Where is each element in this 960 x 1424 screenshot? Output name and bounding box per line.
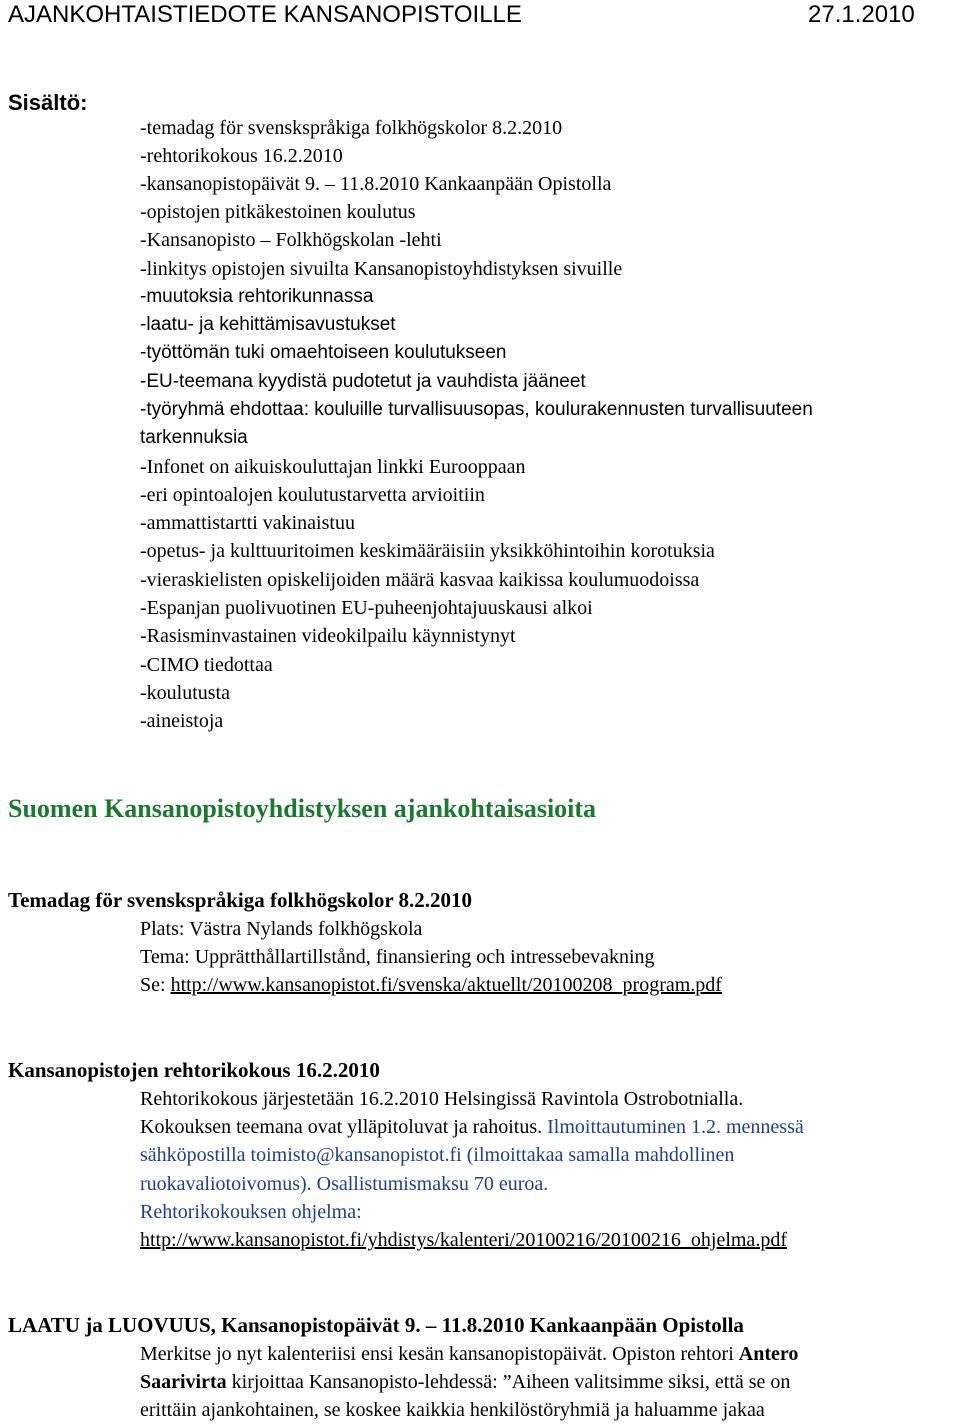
toc-label: Sisältö:: [8, 90, 88, 115]
toc-item: -Infonet on aikuiskouluttajan linkki Eurooppaan: [140, 456, 526, 478]
toc-item: -kansanopistopäivät 9. – 11.8.2010 Kankaanpään Opistolla: [140, 173, 612, 195]
toc-item: -opetus- ja kulttuuritoimen keskimääräisiin yksikköhintoihin korotuksia: [140, 540, 715, 562]
temadag-plats: Plats: Västra Nylands folkhögskola: [140, 918, 423, 940]
rehtorikokous-line: sähköpostilla toimisto@kansanopistot.fi (ilmoittakaa samalla mahdollinen: [140, 1144, 735, 1166]
temadag-tema: Tema: Upprätthållartillstånd, finansiering och intressebevakning: [140, 946, 655, 968]
rehtorikokous-line: Rehtorikokous järjestetään 16.2.2010 Helsingissä Ravintola Ostrobotnialla.: [140, 1088, 744, 1110]
rehtorikokous-program-link[interactable]: http://www.kansanopistot.fi/yhdistys/kalenteri/20100216/20100216_ohjelma.pdf: [140, 1229, 787, 1251]
laatu-text: Merkitse jo nyt kalenteriisi ensi kesän kansanopistopäivät. Opiston rehtori: [140, 1343, 739, 1365]
rehtorikokous-heading: Kansanopistojen rehtorikokous 16.2.2010: [8, 1058, 380, 1082]
toc-item: -Espanjan puolivuotinen EU-puheenjohtajuuskausi alkoi: [140, 597, 593, 619]
rehtorikokous-program-label: Rehtorikokouksen ohjelma:: [140, 1201, 362, 1223]
laatu-line: [140, 1368, 790, 1396]
toc-item: -aineistoja: [140, 710, 224, 732]
laatu-text: kirjoittaa Kansanopisto-lehdessä: ”Aiheen valitsimme siksi, että se on: [226, 1371, 791, 1393]
laatu-line: erittäin ajankohtainen, se koskee kaikkia henkilöstöryhmiä ja haluamme jakaa: [140, 1399, 765, 1421]
temadag-se-label: Se:: [140, 974, 171, 996]
rehtorikokous-theme: Kokouksen teemana ovat ylläpitoluvat ja rahoitus.: [140, 1116, 543, 1138]
toc-item: -EU-teemana kyydistä pudotetut ja vauhdista jääneet: [140, 371, 586, 392]
toc-item: -rehtorikokous 16.2.2010: [140, 145, 343, 167]
toc-item: -eri opintoalojen koulutustarvetta arvioitiin: [140, 484, 485, 506]
toc-item: -CIMO tiedottaa: [140, 654, 273, 676]
rehtorikokous-registration: Ilmoittautuminen 1.2. mennessä: [542, 1116, 804, 1138]
section-heading: Suomen Kansanopistoyhdistyksen ajankohtaisasioita: [8, 794, 597, 823]
laatu-line: [140, 1340, 798, 1368]
laatu-heading: LAATU ja LUOVUUS, Kansanopistopäivät 9. – 11.8.2010 Kankaanpään Opistolla: [8, 1313, 744, 1337]
laatu-name-first: Antero: [738, 1343, 799, 1365]
toc-item: -vieraskielisten opiskelijoiden määrä kasvaa kaikissa koulumuodoissa: [140, 569, 700, 591]
toc-item: -koulutusta: [140, 682, 230, 704]
document-date: 27.1.2010: [808, 1, 915, 28]
toc-item: -Rasisminvastainen videokilpailu käynnistynyt: [140, 625, 516, 647]
rehtorikokous-line: [140, 1113, 804, 1141]
toc-item: -Kansanopisto – Folkhögskolan -lehti: [140, 229, 442, 251]
temadag-heading: Temadag för svenskspråkiga folkhögskolor 8.2.2010: [8, 888, 473, 912]
temadag-program-link[interactable]: http://www.kansanopistot.fi/svenska/aktuellt/20100208_program.pdf: [170, 974, 722, 996]
toc-item: -laatu- ja kehittämisavustukset: [140, 314, 396, 335]
toc-item: -temadag för svenskspråkiga folkhögskolor 8.2.2010: [140, 117, 563, 139]
toc-item: -muutoksia rehtorikunnassa: [140, 286, 374, 307]
document-title: AJANKOHTAISTIEDOTE KANSANOPISTOILLE: [8, 1, 522, 28]
toc-item: -työttömän tuki omaehtoiseen koulutukseen: [140, 342, 507, 363]
toc-item: -ammattistartti vakinaistuu: [140, 512, 355, 534]
toc-item: -linkitys opistojen sivuilta Kansanopistoyhdistyksen sivuille: [140, 258, 623, 280]
toc-item: tarkennuksia: [140, 427, 248, 448]
rehtorikokous-line: ruokavaliotoivomus). Osallistumismaksu 70 euroa.: [140, 1173, 549, 1195]
temadag-se-line: [140, 971, 722, 999]
toc-item: -opistojen pitkäkestoinen koulutus: [140, 201, 416, 223]
laatu-name-last: Saarivirta: [140, 1371, 227, 1393]
toc-item: -työryhmä ehdottaa: kouluille turvallisuusopas, koulurakennusten turvallisuuteen: [140, 399, 813, 420]
